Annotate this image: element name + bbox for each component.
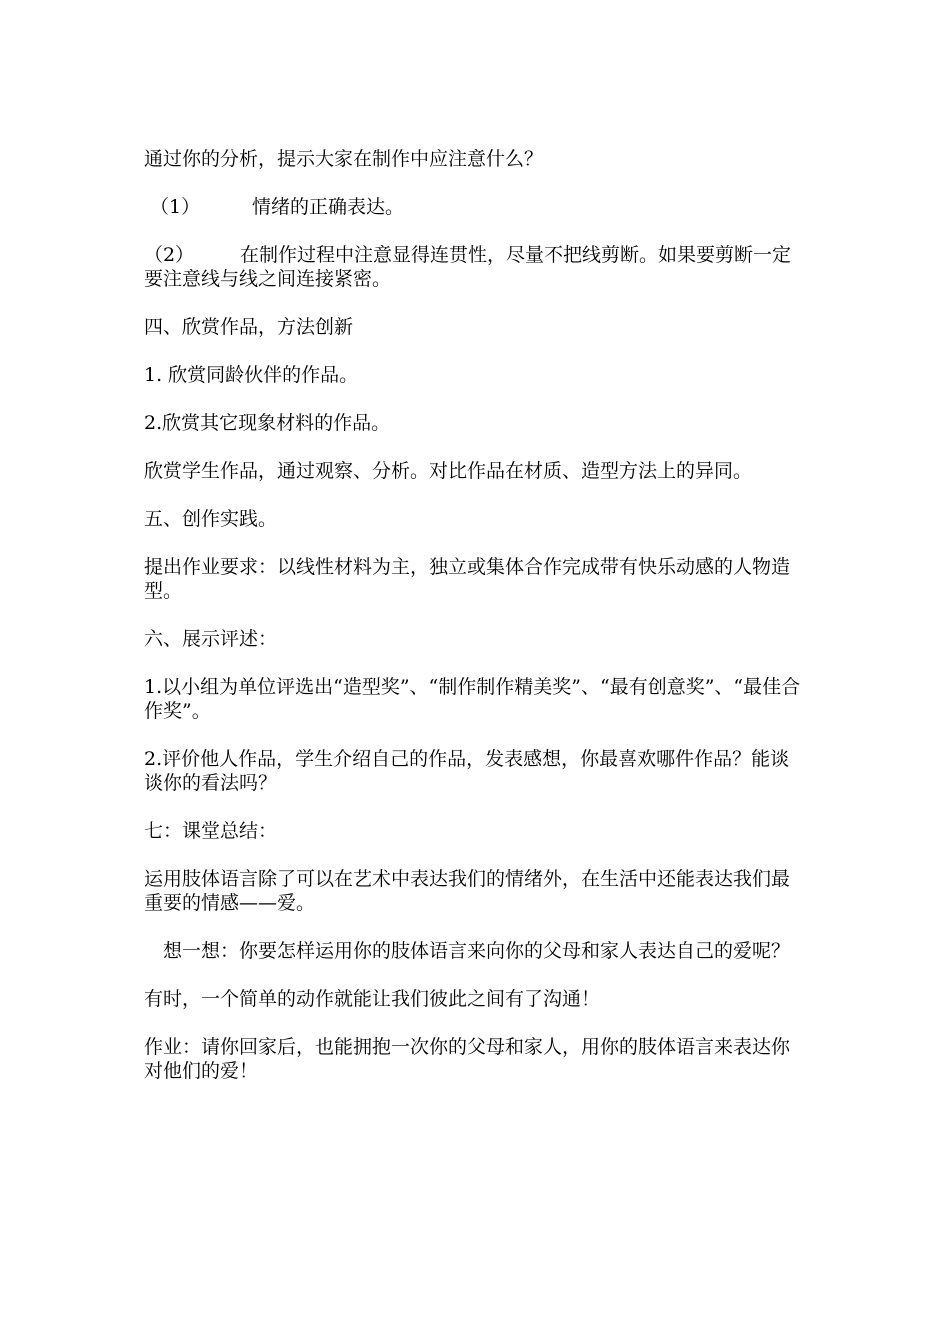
paragraph-5-1: 提出作业要求：以线性材料为主，独立或集体合作完成带有快乐动感的人物造型。 xyxy=(144,556,791,602)
list-item-2 xyxy=(144,243,808,291)
list-item-2-number: （2） xyxy=(144,244,195,266)
paragraph-question: 通过你的分析，提示大家在制作中应注意什么？ xyxy=(144,148,544,170)
paragraph-4-2: 2.欣赏其它现象材料的作品。 xyxy=(144,412,391,434)
paragraph-7-1: 运用肢体语言除了可以在艺术中表达我们的情绪外，在生活中还能表达我们最重要的情感——爱。 xyxy=(144,868,791,914)
paragraph-4-1: 1. 欣赏同龄伙伴的作品。 xyxy=(144,364,359,386)
section-heading-6: 六、展示评述： xyxy=(144,628,278,650)
document-body xyxy=(144,147,808,1107)
list-item-1 xyxy=(144,195,808,219)
paragraph-7-2: 想一想：你要怎样运用你的肢体语言来向你的父母和家人表达自己的爱呢？ xyxy=(163,940,791,962)
paragraph-6-1: 1.以小组为单位评选出“造型奖”、“制作制作精美奖”、“最有创意奖”、“最佳合作奖”。 xyxy=(144,676,801,722)
section-heading-5: 五、创作实践。 xyxy=(144,508,278,530)
list-item-1-text: 情绪的正确表达。 xyxy=(252,196,405,218)
paragraph-homework: 作业：请你回家后，也能拥抱一次你的父母和家人，用你的肢体语言来表达你对他们的爱！ xyxy=(144,1036,791,1082)
section-heading-7: 七：课堂总结： xyxy=(144,820,278,842)
list-item-1-number: （1） xyxy=(150,196,201,218)
paragraph-4-3: 欣赏学生作品，通过观察、分析。对比作品在材质、造型方法上的异同。 xyxy=(144,460,753,482)
section-heading-4: 四、欣赏作品，方法创新 xyxy=(144,316,354,338)
paragraph-7-3: 有时，一个简单的动作就能让我们彼此之间有了沟通！ xyxy=(144,988,601,1010)
list-item-2-text: 在制作过程中注意显得连贯性，尽量不把线剪断。如果要剪断一定要注意线与线之间连接紧密。 xyxy=(144,244,792,290)
paragraph-6-2: 2.评价他人作品，学生介绍自己的作品，发表感想，你最喜欢哪件作品？能谈谈你的看法吗？ xyxy=(144,748,790,794)
